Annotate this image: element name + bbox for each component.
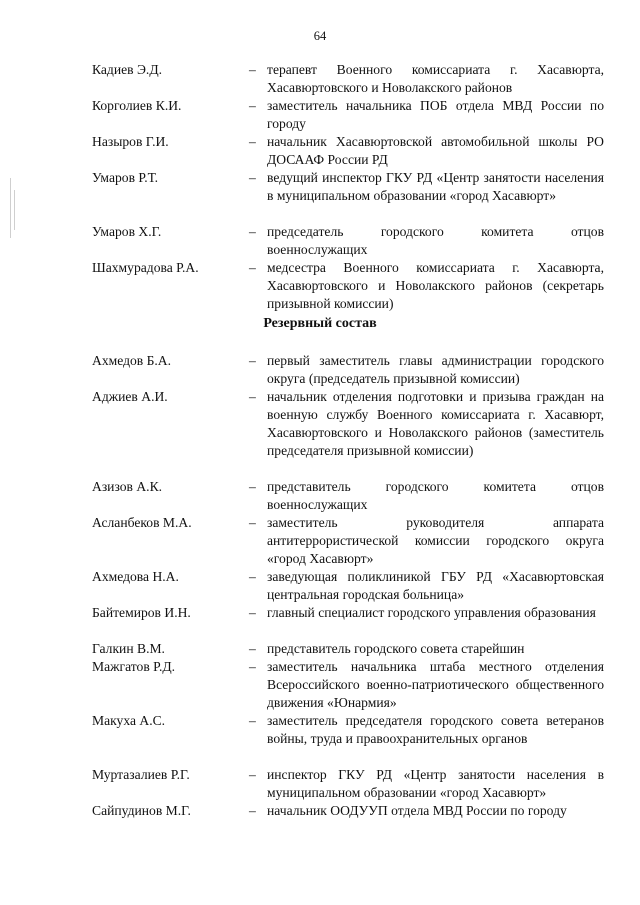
dash: – (249, 713, 256, 728)
reserve-section-title: Резервный состав (263, 316, 377, 331)
member-name: Азизов А.К. (92, 479, 163, 494)
member-name: Шахмурадова Р.А. (92, 260, 199, 275)
reserve-member-entry (92, 766, 604, 802)
member-name: Умаров Р.Т. (92, 170, 158, 185)
reserve-member-entry (92, 514, 604, 568)
member-name: Муртазалиев Р.Г. (92, 767, 190, 782)
reserve-member-entry (92, 802, 604, 838)
dash: – (249, 170, 256, 185)
dash: – (249, 641, 256, 656)
reserve-member-entry (92, 604, 604, 640)
member-name: Сайпудинов М.Г. (92, 803, 191, 818)
members-list (92, 61, 604, 313)
page-number: 64 (313, 29, 327, 43)
member-name: Корголиев К.И. (92, 98, 182, 113)
reserve-member-entry (92, 478, 604, 514)
member-role: главный специалист городского управления образования (267, 605, 596, 620)
member-entry (92, 169, 604, 223)
reserve-member-entry (92, 658, 604, 712)
member-entry (92, 97, 604, 133)
member-name: Назыров Г.И. (92, 134, 169, 149)
dash: – (249, 569, 256, 584)
member-role: представитель городского комитета отцов военнослужащих (267, 479, 604, 512)
member-name: Мажгатов Р.Д. (92, 659, 176, 674)
reserve-member-entry (92, 712, 604, 766)
member-role: председатель городского комитета отцов военнослужащих (267, 224, 604, 257)
dash: – (249, 224, 256, 239)
member-entry (92, 61, 604, 97)
dash: – (249, 515, 256, 530)
dash: – (249, 134, 256, 149)
scan-artifact (14, 190, 15, 230)
member-role: представитель городского совета старейшин (267, 641, 525, 656)
member-role: заместитель начальника штаба местного отделения Всероссийского военно-патриотического общественного движения «Юнармия» (267, 659, 604, 710)
reserve-member-entry (92, 568, 604, 604)
reserve-members-list (92, 352, 604, 838)
dash: – (249, 260, 256, 275)
member-entry (92, 133, 604, 169)
member-name: Кадиев Э.Д. (92, 62, 163, 77)
member-role: заведующая поликлиникой ГБУ РД «Хасавюртовская центральная городская больница» (267, 569, 604, 602)
dash: – (249, 98, 256, 113)
dash: – (249, 479, 256, 494)
member-role: ведущий инспектор ГКУ РД «Центр занятости населения в муниципальном образовании «город Хасавюрт» (267, 170, 604, 203)
member-role: медсестра Военного комиссариата г. Хасавюрта, Хасавюртовского и Новолакского районов (секретарь призывной комиссии) (267, 260, 604, 311)
reserve-member-entry (92, 640, 604, 658)
dash: – (249, 767, 256, 782)
dash: – (249, 389, 256, 404)
member-role: заместитель начальника ПОБ отдела МВД России по городу (267, 98, 604, 131)
member-name: Ахмедов Б.А. (92, 353, 172, 368)
member-role: заместитель председателя городского совета ветеранов войны, труда и правоохранительных органов (267, 713, 604, 746)
member-entry (92, 259, 604, 313)
dash: – (249, 605, 256, 620)
member-role: начальник ООДУУП отдела МВД России по городу (267, 803, 567, 818)
member-entry (92, 223, 604, 259)
member-name: Ахмедова Н.А. (92, 569, 179, 584)
member-role: начальник Хасавюртовской автомобильной школы РО ДОСААФ России РД (267, 134, 604, 167)
scan-artifact (10, 178, 11, 238)
member-role: первый заместитель главы администрации городского округа (председатель призывной комиссии) (267, 353, 604, 386)
member-role: заместитель руководителя аппарата антитеррористической комиссии городского округа «город Хасавюрт» (267, 515, 604, 566)
member-role: терапевт Военного комиссариата г. Хасавюрта, Хасавюртовского и Новолакского районов (267, 62, 604, 95)
member-name: Асланбеков М.А. (92, 515, 192, 530)
member-name: Галкин В.М. (92, 641, 165, 656)
member-name: Аджиев А.И. (92, 389, 168, 404)
reserve-member-entry (92, 352, 604, 388)
dash: – (249, 803, 256, 818)
dash: – (249, 659, 256, 674)
member-role: инспектор ГКУ РД «Центр занятости населения в муниципальном образовании «город Хасавюрт» (267, 767, 604, 800)
member-name: Байтемиров И.Н. (92, 605, 191, 620)
member-name: Макуха А.С. (92, 713, 166, 728)
dash: – (249, 62, 256, 77)
dash: – (249, 353, 256, 368)
reserve-member-entry (92, 388, 604, 478)
member-role: начальник отделения подготовки и призыва граждан на военную службу Военного комиссариата г. Хасавюрт, Хасавюртовского и Новолакского районов (заместитель председателя призывной комиссии) (267, 389, 604, 458)
member-name: Умаров Х.Г. (92, 224, 162, 239)
